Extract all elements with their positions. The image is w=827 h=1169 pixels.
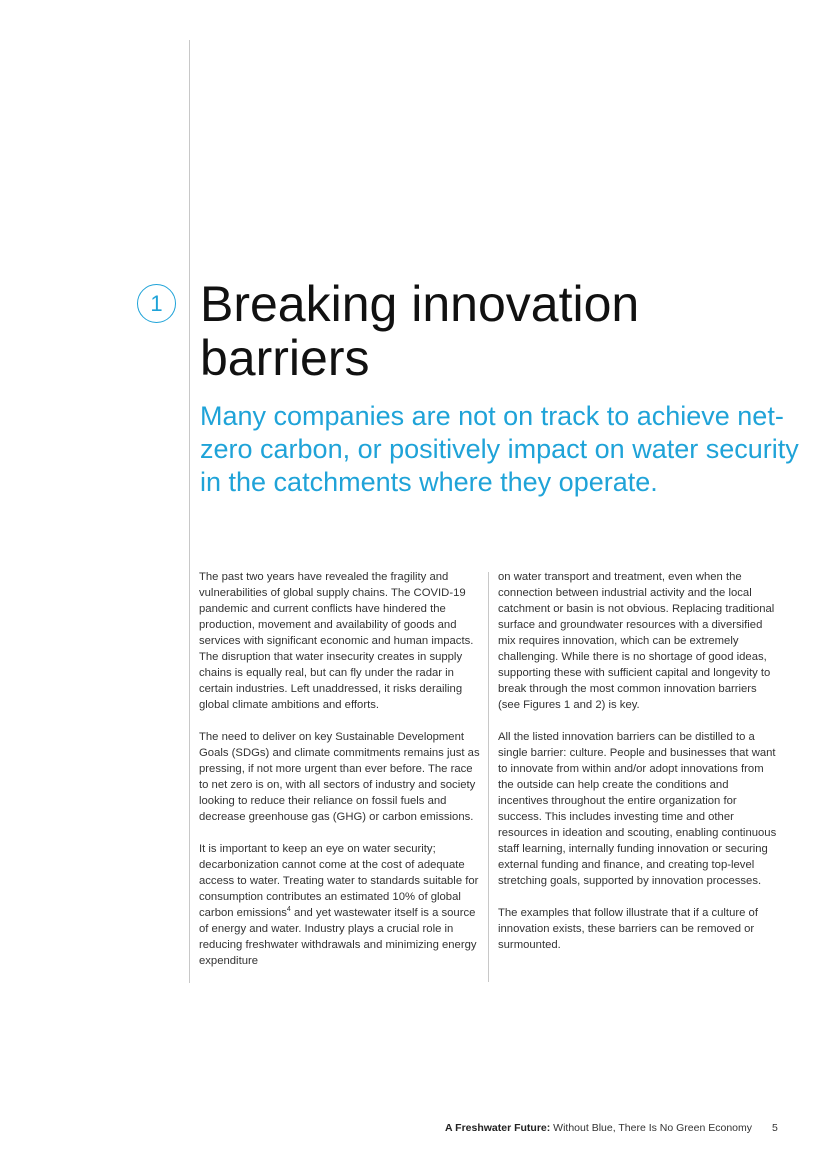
- right-paragraph-2: All the listed innovation barriers can be distilled to a single barrier: culture. People and businesses that want to innovate from within and/or adopt innovations from the outside can help create the conditions and incentives throughout the entire organization for success. This includes investing time and other resources in ideation and scouting, enabling continuous staff learning, internally funding innovation or securing external funding and finance, and creating top-level stretching goals, supported by innovation processes.: [498, 731, 777, 887]
- footer-publication-bold: A Freshwater Future:: [445, 1122, 551, 1134]
- page-title: Breaking innovation barriers: [200, 276, 640, 386]
- page-number: 5: [772, 1122, 778, 1134]
- left-paragraph-1: The past two years have revealed the fragility and vulnerabilities of global supply chains. The COVID-19 pandemic and current conflicts have hindered the production, movement and availability of goods and services with significant economic and human impacts. The disruption that water insecurity creates in supply chains is equally real, but can fly under the radar in certain industries. Left unaddressed, it risks derailing global climate ambitions and efforts.: [199, 571, 474, 711]
- footer-publication-subtitle: Without Blue, There Is No Green Economy: [550, 1122, 752, 1134]
- chapter-number-badge: 1: [137, 284, 176, 323]
- page-subtitle: Many companies are not on track to achieve net-zero carbon, or positively impact on water security in the catchments where they operate.: [200, 401, 799, 497]
- right-paragraph-3: The examples that follow illustrate that if a culture of innovation exists, these barriers can be removed or surmounted.: [498, 907, 758, 951]
- page-margin-rule: [189, 40, 190, 983]
- right-text-column: [498, 569, 780, 969]
- left-paragraph-3-end: and yet wastewater itself is a source of energy and water. Industry plays a crucial role in reducing freshwater withdrawals and minimizing energy expenditure: [199, 907, 477, 967]
- footnote-reference[interactable]: 4: [286, 906, 291, 914]
- left-paragraph-3-start: It is important to keep an eye on water security; decarbonization cannot come at the cost of adequate access to water. Treating water to standards suitable for consumption contributes an estimated 10% of global carbon emissions: [199, 843, 479, 919]
- right-paragraph-1: on water transport and treatment, even when the connection between industrial activity and the local catchment or basin is not obvious. Replacing traditional surface and groundwater resources with a diversified mix requires innovation, which can be extremely challenging. While there is no shortage of good ideas, supporting these with sufficient capital and longevity to break through the most common innovation barriers (see Figures 1 and 2) is key.: [498, 571, 775, 711]
- left-text-column: [199, 569, 481, 985]
- page-footer: [0, 1122, 752, 1134]
- left-paragraph-3: [199, 841, 481, 969]
- left-paragraph-2: The need to deliver on key Sustainable Development Goals (SDGs) and climate commitments remains just as pressing, if not more urgent than ever before. The race to net zero is on, with all sectors of industry and society looking to reduce their reliance on fossil fuels and decrease greenhouse gas (GHG) or carbon emissions.: [199, 731, 480, 823]
- column-divider: [488, 572, 489, 982]
